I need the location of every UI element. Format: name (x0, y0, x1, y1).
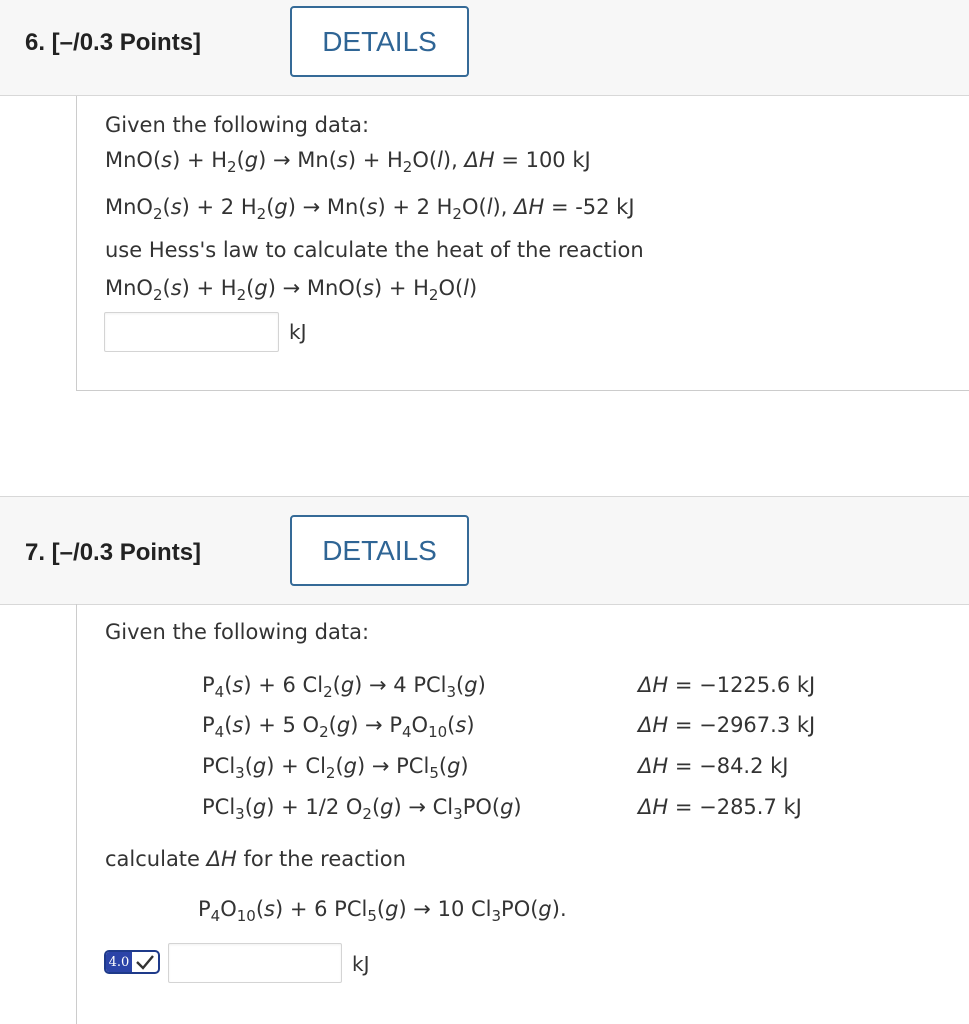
checkmark-icon (132, 954, 158, 970)
question-6-points-label: 6. [–/0.3 Points] (25, 29, 202, 56)
question-6-header (0, 0, 969, 96)
q7-calc-instruction: calculate ΔH for the reaction (105, 847, 406, 871)
q7-equation-3: $PCl_3(g) + Cl_2(g) \to PCl_5(g)$ (202, 754, 469, 782)
q7-dh-3: ΔH = −84.2 kJ (638, 754, 789, 778)
q7-dh-1: ΔH = −1225.6 kJ (638, 673, 816, 697)
q7-dh-4: ΔH = −285.7 kJ (638, 795, 802, 819)
q7-answer-input[interactable] (168, 943, 342, 983)
version-number: 4.0 (106, 952, 132, 972)
question-6-details-button[interactable]: DETAILS (290, 6, 469, 77)
q6-unit-label: kJ (289, 320, 307, 344)
q7-unit-label: kJ (352, 952, 370, 976)
q6-intro: Given the following data: (105, 113, 370, 137)
q6-answer-input[interactable] (104, 312, 279, 352)
q7-target-reaction: $P_4O_{10}(s) + 6$ PCl$_5$(g) → 10 $Cl_3PO(g)$. (198, 897, 567, 925)
q7-dh-2: ΔH = −2967.3 kJ (638, 713, 816, 737)
q7-intro: Given the following data: (105, 620, 370, 644)
q7-equation-2: $P_4(s) + 5$ $O_2(g) \to P_4O_{10}(s)$ (202, 713, 475, 741)
q6-equation-1: $MnO(s) + H_2(g) \to Mn(s) + H_2O(l)$, ΔH = 100 kJ (105, 148, 591, 176)
q6-target-reaction: $MnO_2(s) + H_2(g) \to MnO(s) + H_2O(l)$ (105, 276, 478, 304)
q6-equation-2: MnO$_2$(s) + 2 $H_2(g) \to Mn(s) + 2$ $H_2O(l)$, ΔH = -52 kJ (105, 195, 635, 223)
q7-equation-1: $P_4(s) + 6$ $Cl_2(g) \to 4$ PCl$_3$(g) (202, 673, 486, 701)
version-badge[interactable] (104, 950, 160, 974)
q6-instruction: use Hess's law to calculate the heat of the reaction (105, 238, 644, 262)
q7-equation-4: PCl$_3$(g) + 1/2 $O_2(g) \to Cl_3PO(g)$ (202, 795, 522, 823)
question-7-details-button[interactable]: DETAILS (290, 515, 469, 586)
question-7-header (0, 496, 969, 605)
question-7-points-label: 7. [–/0.3 Points] (25, 539, 202, 566)
